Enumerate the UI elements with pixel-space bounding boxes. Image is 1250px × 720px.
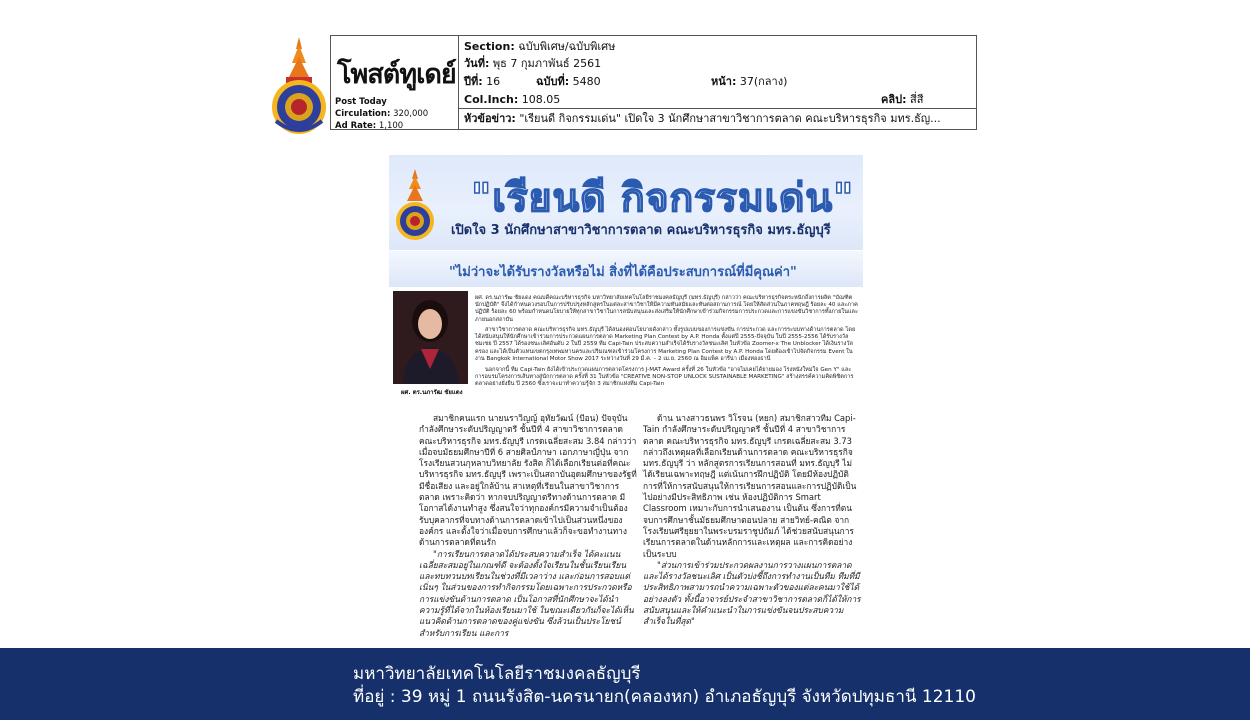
subheadline: เปิดใจ 3 นักศึกษาสาขาวิชาการตลาด คณะบริหารธุรกิจ มทร.ธัญบุรี: [451, 223, 831, 238]
topic-row: หัวข้อข่าว: "เรียนดี กิจกรรมเด่น" เปิดใจ 3 นักศึกษาสาขาวิชาการตลาด คณะบริหารธุรกิจ มทร.ธัญ...: [464, 112, 941, 125]
column-1-body: สมาชิกคนแรก นายนราวิญญ์ อุทัยวัฒน์ (บีอน) ปัจจุบันกำลังศึกษาระดับปริญญาตรี ชั้นปีที่ 4 สาขาวิชาการตลาด คณะบริหารธุรกิจ มทร.ธัญบุรี เกรดเฉลี่ยสะสม 3.84 กล่าวว่าเมื่อจบมัธยมศึกษาปีที่ 6 สายศิลป์ภาษา เอกภาษาญี่ปุ่น จากโรงเรียนสวนกุหลาบวิทยาลัย รังสิต ก็ได้เลือกเรียนต่อที่คณะบริหารธุรกิจ มทร.ธัญบุรี เพราะเป็นสถาบันอุดมศึกษาของรัฐที่มีชื่อเสียง และอยู่ใกล้บ้าน สาเหตุที่เรียนในสาขาวิชาการตลาด เพราะคิดว่า หากจบปริญญาตรีทางด้านการตลาด มีโอกาสได้งานทำสูง ซึ่งสนใจว่าทุกองค์กรมีความจำเป็นต้องรับบุคลากรที่จบทางด้านการตลาดเข้าไปเป็นส่วนหนึ่งขององค์กร และตั้งใจว่าเมื่อจบการศึกษาแล้วก็จะขอทำงานทางด้านการตลาดที่ตนรัก: [419, 413, 637, 548]
footer-address: ที่อยู่ : 39 หมู่ 1 ถนนรังสิต-นครนายก(คลองหก) อำเภอธัญบุรี จังหวัดปทุมธานี 12110: [353, 687, 976, 707]
column-2-body: ด้าน นางสาวธนพร วิโรจน (หยก) สมาชิกสาวทีม Capi-Tain กำลังศึกษาระดับปริญญาตรี ชั้นปีที่ 4 สาขาวิชาการตลาด คณะบริหารธุรกิจ มทร.ธัญบุรี เกรดเฉลี่ยสะสม 3.73 กล่าวถึงเหตุผลที่เลือกเรียนด้านการตลาด คณะบริหารธุรกิจ มทร.ธัญบุรี ว่า หลักสูตรการเรียนการสอนที่ มทร.ธัญบุรี ไม่ได้เรียนเฉพาะทฤษฎี แต่เน้นการฝึกปฏิบัติ โดยมีห้องปฏิบัติการที่ให้การสนับสนุนให้การเรียนการสอนและการปฏิบัติเป็นไปอย่างมีประสิทธิภาพ เช่น ห้องปฏิบัติการ Smart Classroom เหมาะกับการนำเสนองาน เป็นต้น ซึ่งการที่ตนจบการศึกษาชั้นมัธยมศึกษาตอนปลาย สายวิทย์-คณิต จากโรงเรียนศรียุยยาในพระบรมราชูปถัมภ์ ได้ช่วยสนับสนุนการเรียนการตลาดในด้านหลักการและเหตุผล และการคิดอย่างเป็นระบบ: [643, 413, 857, 559]
footer-university-name: มหาวิทยาลัยเทคโนโลยีราชมงคลธัญบุรี: [353, 664, 641, 684]
strap-quote: "ไม่ว่าจะได้รับรางวัลหรือไม่ สิ่งที่ได้คือประสบการณ์ที่มีคุณค่า": [449, 265, 797, 280]
clip-row: คลิป: สี่สี: [881, 93, 924, 106]
photo-caption: ผศ. ดร.นภารัฒ ชัยแดง: [401, 389, 463, 396]
divider: [458, 108, 976, 109]
publication-title: โพสต์ทูเดย์: [337, 59, 456, 90]
publication-panel: [331, 36, 459, 129]
ad-rate: Ad Rate: 1,100: [335, 121, 404, 131]
page-row: หน้า: 37(กลาง): [711, 75, 788, 88]
date-row: วันที่: พุธ 7 กุมภาพันธ์ 2561: [464, 57, 602, 70]
colinch-row: Col.Inch: 108.05: [464, 93, 561, 106]
intro-paragraph-1: ผศ. ดร.นภารัฒ ชัยแดง คณบดีคณะบริหารธุรกิจ มหาวิทยาลัยเทคโนโลยีราชมงคลธัญบุรี (มทร.ธัญบุรี) กล่าวว่า คณะบริหารธุรกิจตระหนักถึงการผลิต "บัณฑิตนักปฏิบัติ" จึงได้กำหนดวงรอบในการปรับปรุงหลักสูตรในแต่ละสาขาวิชาให้มีความทันสมัยและทันต่อสถานการณ์ โดยให้สัดส่วนในภาคทฤษฎี ร้อยละ 40 และภาคปฏิบัติ ร้อยละ 60 พร้อมกำหนดนโยบายให้ทุกสาขาวิชาในการสนับสนุนและส่งเสริมให้นักศึกษาเข้าร่วมกิจกรรมการประกวดและการแข่งขันวิชาการทั้งภายในและภายนอกสถาบัน: [475, 295, 858, 323]
dean-photo: [393, 291, 468, 384]
intro-paragraph-3: นอกจากนี้ ทีม Capi-Tain ยังได้เข้าประกวดแผนการตลาดโครงการ J-MAT Award ครั้งที่ 26 ในหัวข้อ "อาจไม่เคยได้ยายมอง โรงหนังใหม่ใจ Gen Y" และการอบรมโครงการเส้นทางสู่นักการตลาด ครั้งที่ 31 ในหัวข้อ "CREATIVE NON-STOP UNLOCK SUSTAINABLE MARKETING" สร้างสรรค์ความคิดพิชิตการตลาดอย่างยั่งยืน ปี 2560 ซึ่งเราจะมาทำความรู้จัก 3 สมาชิกแห่งทีม Capi-Tain: [475, 367, 854, 388]
circulation: Circulation: 320,000: [335, 109, 429, 119]
university-emblem-logo: [268, 35, 330, 135]
year-row: ปีที่: 16: [464, 75, 501, 88]
article-column-1: [419, 413, 637, 638]
banner-emblem-logo: [393, 167, 437, 242]
intro-paragraph-2: สาขาวิชาการตลาด คณะบริหารธุรกิจ มทร.ธัญบุรี ได้สนองต่อนโยบายดังกล่าว ทั้งรูปแบบของการแข่งขัน การประกวด และการระบบทางด้านการตลาด โดยได้สนับสนุนให้นักศึกษาเข้าร่วมการประกวดแผนการตลาด Marketing Plan Contest by A.P. Honda ตั้งแต่ปี 2555-ปัจจุบัน ในปี 2555-2556 ได้รับรางวัลชมเชย ปี 2557 ได้รองชนะเลิศอันดับ 2 ในปี 2559 ทีม Capi-Tain ประสบความสำเร็จได้รับรางวัลชนะเลิศ ในหัวข้อ Zoomer-x The Unblocker ได้เงินรางวัลครอง และได้เป็นตัวแทนเขตกรุงเทพมหานครและปริมณฑลเข้าร่วมโครงการ Marketing Plan Contest by A.P. Honda โดยต้องเข้าไปจัดกิจกรรม Event ในงาน Bangkok International Motor Show 2017 ระหว่างวันที่ 29 มี.ค. – 2 เม.ย. 2560 ณ อิมแพ็ค อารีน่า เมืองทองธานี: [475, 327, 856, 362]
publication-english-name: Post Today: [335, 97, 387, 107]
column-1-quote: "การเรียนการตลาดได้ประสบความสำเร็จ ได้คะแนนเฉลี่ยสะสมอยู่ในเกณฑ์ดี จะต้องตั้งใจเรียนในชั้นเรียนเรียน และทบทวนบทเรียนในช่วงที่มีเวลาว่าง และก่อนการสอบแต่เนิ่นๆ ในส่วนของการทำกิจกรรมโดยเฉพาะการประกวดหรือการแข่งขันด้านการตลาด เป็นโอกาสที่นักศึกษาจะได้นำความรู้ที่ได้จากในห้องเรียนมาใช้ ในขณะเดียวกันก็จะได้เห็นแนวคิดด้านการตลาดของคู่แข่งขัน ซึ่งล้วนเป็นประโยชน์สำหรับการเรียน และการ: [419, 548, 634, 638]
headline-banner: [389, 155, 863, 250]
newspaper-clipping: [389, 155, 863, 648]
issue-row: ฉบับที่: 5480: [536, 75, 601, 88]
section-row: Section: ฉบับพิเศษ/ฉบับพิเศษ: [464, 40, 616, 53]
article-column-2: [643, 413, 861, 625]
column-2-quote: "ส่วนการเข้าร่วมประกวดผลงานการวางแผนการตลาดและได้รางวัลชนะเลิศ เป็นตัวบ่งชี้ถึงการทำงานเป็นทีม ทีมที่มีประสิทธิภาพสามารถนำความเฉพาะตัวของแต่ละคนมาใช้ได้อย่างลงตัว ทั้งนี้อาจารย์ประจำสาขาวิชาการตลาดก็ได้ให้การสนับสนุนและให้คำแนะนำในการแข่งขันจนประสบความสำเร็จในที่สุด": [643, 559, 861, 627]
headline: "เรียนดี กิจกรรมเด่น": [471, 176, 855, 221]
clipping-info-box: [330, 35, 977, 130]
